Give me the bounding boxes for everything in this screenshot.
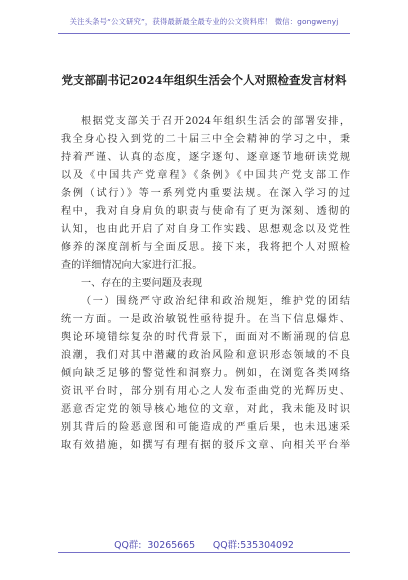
paragraph-2-line: 资讯平台时，部分别有用心之人发布歪曲党的光辉历史、 bbox=[61, 386, 350, 397]
paragraph-1-line: 修养的深度剖析与全面反思。接下来，我将把个人对照检 bbox=[61, 242, 350, 253]
paragraph-1-line: 持着严谨、认真的态度，逐字逐句、逐章逐节地研读党规 bbox=[61, 152, 350, 163]
paragraph-2-line: （一）围绕严守政治纪律和政治规矩，维护党的团结 bbox=[81, 296, 350, 307]
footer-divider bbox=[58, 552, 350, 553]
paragraph-1-line: 查的详细情况向大家进行汇报。 bbox=[61, 260, 203, 271]
paragraph-1-line: 以及《中国共产党章程》《条例》《中国共产党支部工作 bbox=[61, 170, 350, 181]
paragraph-2-line: 浪潮，我们对其中潜藏的政治风险和意识形态领域的不良 bbox=[61, 350, 350, 361]
paragraph-1-line: 程中，我对自身肩负的职责与使命有了更为深刻、透彻的 bbox=[61, 206, 350, 217]
section-heading: 一、存在的主要问题及表现 bbox=[81, 278, 203, 289]
paragraph-1-line: 我全身心投入到党的二十届三中全会精神的学习之中，秉 bbox=[61, 134, 350, 145]
paragraph-1-line: 认知，也由此开启了对自身工作实践、思想观念以及党性 bbox=[61, 224, 350, 235]
paragraph-1-line: 条例（试行）》等一系列党内重要法规。在深入学习的过 bbox=[61, 188, 350, 199]
footer-qq-groups: QQ群: 30265665 QQ群:535304092 bbox=[114, 540, 294, 551]
paragraph-1-line: 根据党支部关于召开2024年组织生活会的部署安排， bbox=[81, 116, 350, 127]
paragraph-2-line: 统一方面。一是政治敏锐性亟待提升。在当下信息爆炸、 bbox=[61, 314, 350, 325]
paragraph-2-line: 恶意否定党的领导核心地位的文章，对此，我未能及时识 bbox=[61, 404, 350, 415]
paragraph-2-line: 倾向缺乏足够的警觉性和洞察力。例如，在浏览各类网络 bbox=[61, 368, 350, 379]
paragraph-2-line: 取有效措施，如撰写有理有据的驳斥文章、向相关平台举 bbox=[61, 440, 350, 451]
header-divider bbox=[58, 33, 350, 34]
document-body bbox=[61, 113, 350, 455]
paragraph-2-line: 别其背后的险恶意图和可能造成的严重后果，也未迅速采 bbox=[61, 422, 350, 433]
document-title: 党支部副书记2024年组织生活会个人对照检查发言材料 bbox=[61, 73, 347, 87]
header-promo-note: 关注头条号“公文研究”，获得最新最全最专业的公文资料库！ 微信：gongwenyj bbox=[69, 17, 339, 26]
paragraph-2-line: 舆论环境错综复杂的时代背景下，面面对不断涌现的信息 bbox=[61, 332, 350, 343]
